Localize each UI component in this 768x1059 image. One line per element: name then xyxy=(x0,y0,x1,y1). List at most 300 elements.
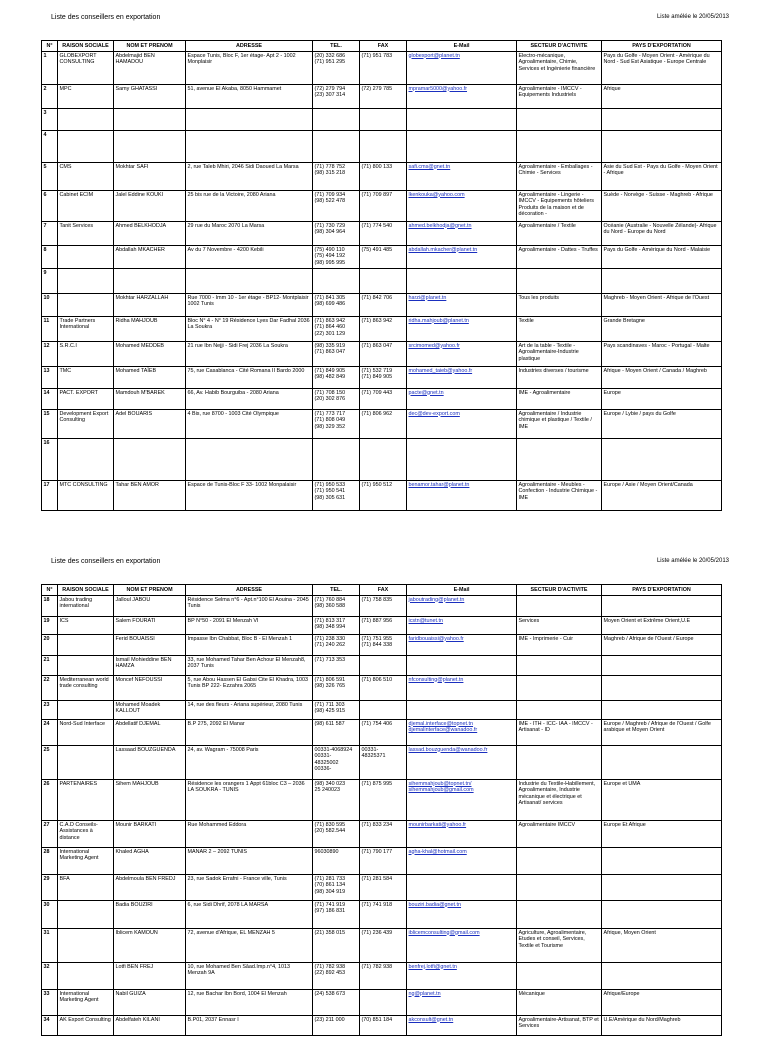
email-cell xyxy=(407,656,517,676)
tel-cell: (71) 713 353 xyxy=(313,656,360,676)
raison-sociale-cell xyxy=(58,131,114,163)
email-cell xyxy=(407,191,517,222)
col-raison-sociale-header: RAISON SOCIALE xyxy=(58,41,114,52)
fax-cell: (71) 790 177 xyxy=(360,848,407,875)
nom-prenom-cell: Mokhtar HARZALLAH xyxy=(114,294,186,317)
row-number: 27 xyxy=(42,821,58,848)
adresse-cell xyxy=(186,439,313,481)
pays-cell: Moyen Orient et Extrême Orient,U.E xyxy=(602,617,722,635)
raison-sociale-cell xyxy=(58,246,114,269)
email-link[interactable]: dec@dev-export.com xyxy=(408,410,460,417)
tel-cell: 00331-4068924 00331- 48325002 00336- xyxy=(313,746,360,780)
fax-cell: (71) 782 938 xyxy=(360,963,407,990)
pays-cell: Afrique - Moyen Orient / Canada / Maghreb xyxy=(602,367,722,389)
nom-prenom-cell: Mounir BARKATI xyxy=(114,821,186,848)
secteur-cell xyxy=(517,746,602,780)
row-number: 10 xyxy=(42,294,58,317)
secteur-cell: Services xyxy=(517,617,602,635)
pays-cell xyxy=(602,131,722,163)
table-row xyxy=(42,821,722,848)
row-number: 9 xyxy=(42,269,58,294)
adresse-cell: 6, rue Sidi Dhrif, 2078 LA MARSA xyxy=(186,901,313,929)
tel-cell: (20) 332 686 (71) 951 295 xyxy=(313,52,360,85)
secteur-cell: Agroalimentaire / Industrie chimique et plastique / Textile / IME xyxy=(517,410,602,439)
tel-cell: (71) 813 317 (98) 348 994 xyxy=(313,617,360,635)
adresse-cell xyxy=(186,109,313,131)
fax-cell: (70) 851 184 xyxy=(360,1016,407,1036)
pays-cell: Europe xyxy=(602,389,722,410)
sheet-1 xyxy=(41,40,721,515)
raison-sociale-cell xyxy=(58,439,114,481)
fax-cell xyxy=(360,131,407,163)
email-link[interactable]: abdallah.mkacher@planet.tn xyxy=(408,246,478,253)
email-link[interactable]: lassad.bouzguenda@wanadoo.fr xyxy=(408,746,488,753)
email-cell xyxy=(407,963,517,990)
fax-cell: (71) 532 719 (71) 849 905 xyxy=(360,367,407,389)
table-row xyxy=(42,222,722,246)
tel-cell: (24) 538 673 xyxy=(313,990,360,1016)
email-link[interactable]: ridha.mahjoub@planet.tn xyxy=(408,317,469,324)
fax-cell: (71) 863 942 xyxy=(360,317,407,342)
col-nom-prenom-header: NOM ET PRENOM xyxy=(114,41,186,52)
email-cell xyxy=(407,1016,517,1036)
secteur-cell: Industries diverses / tourisme xyxy=(517,367,602,389)
table-row xyxy=(42,317,722,342)
adresse-cell: Rue 7000 - Imm 10 - 1er étage - BP12- Montplaisir 1002 Tunis xyxy=(186,294,313,317)
adresse-cell: 75, rue Casablanca - Cité Romana II Bardo 2000 xyxy=(186,367,313,389)
table-row xyxy=(42,439,722,481)
nom-prenom-cell xyxy=(114,109,186,131)
adresse-cell: 29 rue du Maroc 2070 La Marsa xyxy=(186,222,313,246)
email-cell xyxy=(407,746,517,780)
email-link[interactable]: ahmed.belkhodja@gnet.tn xyxy=(408,222,472,229)
col-fax-header: FAX xyxy=(360,585,407,596)
page-header xyxy=(41,0,729,38)
email-cell xyxy=(407,596,517,617)
email-cell xyxy=(407,317,517,342)
pays-cell xyxy=(602,656,722,676)
fax-cell: (71) 709 897 xyxy=(360,191,407,222)
page-title: Liste des conseillers en exportation xyxy=(51,14,161,21)
table-row xyxy=(42,85,722,109)
adresse-cell: 12, rue Bachar Ibn Bord, 1004 El Menzah xyxy=(186,990,313,1016)
table-row xyxy=(42,617,722,635)
row-number: 33 xyxy=(42,990,58,1016)
raison-sociale-cell: Cabinet ECIM xyxy=(58,191,114,222)
adresse-cell: BP N°50 - 2091 El Menzah VI xyxy=(186,617,313,635)
col-tel-header: TEL. xyxy=(313,41,360,52)
pays-cell: Afrique xyxy=(602,85,722,109)
page-2 xyxy=(41,544,729,1030)
raison-sociale-cell: Mediterranean world trade consulting xyxy=(58,676,114,701)
tel-cell: (21) 358 015 xyxy=(313,929,360,963)
tel-cell: (72) 279 794 (23) 307 314 xyxy=(313,85,360,109)
col-raison-sociale-header: RAISON SOCIALE xyxy=(58,585,114,596)
raison-sociale-cell xyxy=(58,294,114,317)
pays-cell: Maghreb - Moyen Orient - Afrique de l'Ouest xyxy=(602,294,722,317)
fax-cell xyxy=(360,990,407,1016)
secteur-cell xyxy=(517,901,602,929)
row-number: 14 xyxy=(42,389,58,410)
raison-sociale-cell: Nord-Sud Interface xyxy=(58,720,114,746)
email-cell xyxy=(407,131,517,163)
fax-cell: (71) 875 995 xyxy=(360,780,407,821)
secteur-cell xyxy=(517,439,602,481)
raison-sociale-cell: AK Export Consulting xyxy=(58,1016,114,1036)
secteur-cell xyxy=(517,131,602,163)
nom-prenom-cell: Abdelmajid BEN HAMADOU xyxy=(114,52,186,85)
col-fax-header: FAX xyxy=(360,41,407,52)
adresse-cell: Bloc N° 4 - N° 19 Résidence Lyes Dar Fadhal 2036 La Soukra xyxy=(186,317,313,342)
raison-sociale-cell xyxy=(58,269,114,294)
table-row xyxy=(42,410,722,439)
email-cell xyxy=(407,701,517,720)
fax-cell: (72) 279 785 xyxy=(360,85,407,109)
nom-prenom-cell: Ferid BOUAISSI xyxy=(114,635,186,656)
fax-cell: (71) 806 962 xyxy=(360,410,407,439)
email-link[interactable]: akconsult@gnet.tn xyxy=(408,1016,454,1023)
email-cell xyxy=(407,635,517,656)
raison-sociale-cell: PACT. EXPORT xyxy=(58,389,114,410)
email-cell xyxy=(407,848,517,875)
tel-cell: (71) 950 533 (71) 950 541 (98) 305 631 xyxy=(313,481,360,511)
email-link[interactable]: safi.cms@gnet.tn xyxy=(408,163,451,170)
nom-prenom-cell: Nabil GUIZA xyxy=(114,990,186,1016)
tel-cell: (98) 340 023 25 240023 xyxy=(313,780,360,821)
adresse-cell: 51, avenue El Akaba, 8050 Hammamet xyxy=(186,85,313,109)
email-cell xyxy=(407,163,517,191)
row-number: 21 xyxy=(42,656,58,676)
col-secteur-header: SECTEUR D'ACTIVITE xyxy=(517,41,602,52)
update-date: Liste amélée le 20/05/2013 xyxy=(656,14,729,20)
secteur-cell xyxy=(517,109,602,131)
pays-cell: Maghreb / Afrique de l'Ouest / Europe xyxy=(602,635,722,656)
nom-prenom-cell: Abdelfateh KILANI xyxy=(114,1016,186,1036)
raison-sociale-cell xyxy=(58,901,114,929)
secteur-cell: Agroalimentaire / Textile xyxy=(517,222,602,246)
nom-prenom-cell xyxy=(114,131,186,163)
email-cell xyxy=(407,481,517,511)
fax-cell: (71) 751 955 (71) 844 338 xyxy=(360,635,407,656)
table-row xyxy=(42,191,722,222)
row-number: 12 xyxy=(42,342,58,367)
tel-cell: (71) 708 150 (20) 302 876 xyxy=(313,389,360,410)
email-link[interactable]: jaboutrading@planet.tn xyxy=(408,596,465,603)
adresse-cell: B.P01, 2037 Ennasr I xyxy=(186,1016,313,1036)
fax-cell xyxy=(360,269,407,294)
nom-prenom-cell: Khaled AGHA xyxy=(114,848,186,875)
secteur-cell xyxy=(517,848,602,875)
table-row xyxy=(42,269,722,294)
raison-sociale-cell: Trade Partners International xyxy=(58,317,114,342)
email-link[interactable]: globexport@planet.tn xyxy=(408,52,460,59)
email-link[interactable]: benfrej.lotfi@gnet.tn xyxy=(408,963,457,970)
email-link[interactable]: benamor.tahar@planet.tn xyxy=(408,481,470,488)
email-link[interactable]: djemalinterface@wanadoo.fr xyxy=(408,727,478,734)
table-row xyxy=(42,481,722,511)
pays-cell xyxy=(602,109,722,131)
nom-prenom-cell: Moncef NEFOUSSI xyxy=(114,676,186,701)
secteur-cell: Electro-mécanique, Agroalimentaire, Chimie, Services et Ingénierie financière xyxy=(517,52,602,85)
nom-prenom-cell: Ahmed BELKHODJA xyxy=(114,222,186,246)
row-number: 3 xyxy=(42,109,58,131)
row-number: 30 xyxy=(42,901,58,929)
pays-cell: Pays scandinaves - Maroc - Portugal - Malte xyxy=(602,342,722,367)
nom-prenom-cell: Salem FOURATI xyxy=(114,617,186,635)
table-row xyxy=(42,720,722,746)
fax-cell: (71) 236 439 xyxy=(360,929,407,963)
secteur-cell: Tous les produits xyxy=(517,294,602,317)
email-link[interactable]: mpramar5000@yahoo.fr xyxy=(408,85,468,92)
tel-cell: (71) 730 729 (98) 304 964 xyxy=(313,222,360,246)
sheet-2 xyxy=(41,584,721,1059)
tel-cell: (71) 709 934 (98) 522 478 xyxy=(313,191,360,222)
pays-cell xyxy=(602,269,722,294)
email-cell xyxy=(407,367,517,389)
tel-cell: (71) 806 591 (98) 326 765 xyxy=(313,676,360,701)
table-row xyxy=(42,163,722,191)
row-number: 8 xyxy=(42,246,58,269)
tel-cell: (98) 611 587 xyxy=(313,720,360,746)
email-link[interactable]: harzi@planet.tn xyxy=(408,294,447,301)
fax-cell: (71) 842 706 xyxy=(360,294,407,317)
email-cell xyxy=(407,410,517,439)
col-pays-header: PAYS D'EXPORTATION xyxy=(602,41,722,52)
tel-cell xyxy=(313,109,360,131)
email-cell xyxy=(407,990,517,1016)
email-link[interactable]: iblicemconsulting@gmail.com xyxy=(408,929,480,936)
pays-cell: Suède - Norvège - Suisse - Maghreb - Afrique xyxy=(602,191,722,222)
table-header-row xyxy=(42,585,722,596)
email-cell xyxy=(407,821,517,848)
col-email-header: E-Mail xyxy=(407,41,517,52)
secteur-cell: Agroalimentaire IMCCV xyxy=(517,821,602,848)
email-cell xyxy=(407,52,517,85)
row-number: 29 xyxy=(42,875,58,901)
pays-cell xyxy=(602,963,722,990)
secteur-cell xyxy=(517,269,602,294)
adresse-cell: Résidence les orangers 1 Appt 61bloc C3 – 2036 LA SOUKRA - TUNIS xyxy=(186,780,313,821)
raison-sociale-cell xyxy=(58,656,114,676)
table-header-row xyxy=(42,41,722,52)
email-link[interactable]: nfconsulting@planet.tn xyxy=(408,676,464,683)
email-cell xyxy=(407,929,517,963)
col-adresse-header: ADRESSE xyxy=(186,41,313,52)
adresse-cell: 25 bis rue de la Victoire, 2080 Ariana xyxy=(186,191,313,222)
email-link[interactable]: srcimomed@yahoo.fr xyxy=(408,342,460,349)
pays-cell: U.E/Amérique du Nord/Maghreb xyxy=(602,1016,722,1036)
email-cell xyxy=(407,389,517,410)
row-number: 15 xyxy=(42,410,58,439)
table-row xyxy=(42,848,722,875)
tel-cell xyxy=(313,439,360,481)
row-number: 16 xyxy=(42,439,58,481)
email-link[interactable]: lkenkouka@yahoo.com xyxy=(408,191,465,198)
col-adresse-header: ADRESSE xyxy=(186,585,313,596)
nom-prenom-cell: Mohamed TAÏEB xyxy=(114,367,186,389)
table-row xyxy=(42,746,722,780)
row-number: 7 xyxy=(42,222,58,246)
tel-cell: (71) 830 595 (20) 582.544 xyxy=(313,821,360,848)
secteur-cell xyxy=(517,656,602,676)
pays-cell: Europe / Maghreb / Afrique de l'Ouest / Golfe arabique et Moyen Orient xyxy=(602,720,722,746)
fax-cell xyxy=(360,656,407,676)
fax-cell: 00331- 48325371 xyxy=(360,746,407,780)
adresse-cell xyxy=(186,131,313,163)
secteur-cell: IME - ITH - ICC- IAA - IMCCV - Artisanat - ID xyxy=(517,720,602,746)
raison-sociale-cell: ICS xyxy=(58,617,114,635)
nom-prenom-cell: Samy GHATASSI xyxy=(114,85,186,109)
tel-cell: (98) 335 919 (71) 863 047 xyxy=(313,342,360,367)
raison-sociale-cell: Tanit Services xyxy=(58,222,114,246)
raison-sociale-cell: MTC CONSULTING xyxy=(58,481,114,511)
raison-sociale-cell: International Marketing Agent xyxy=(58,848,114,875)
raison-sociale-cell xyxy=(58,746,114,780)
adresse-cell: 21 rue Ibn Nejji - Sidi Frej 2036 La Soukra xyxy=(186,342,313,367)
fax-cell: (71) 887 956 xyxy=(360,617,407,635)
email-link[interactable]: sihemmahjoub@topnet.tn/ xyxy=(408,780,472,787)
nom-prenom-cell: Mokhtar SAFI xyxy=(114,163,186,191)
conseillers-table xyxy=(41,584,722,1036)
col-nom-prenom-header: NOM ET PRENOM xyxy=(114,585,186,596)
secteur-cell: Agroalimentaire - Lingerie - IMCCV - Equipements hôteliers Produits de la maison et de décoration - xyxy=(517,191,602,222)
row-number: 18 xyxy=(42,596,58,617)
fax-cell: (75) 491 485 xyxy=(360,246,407,269)
nom-prenom-cell: Ismail Mohieddine BEN HAMZA xyxy=(114,656,186,676)
table-row xyxy=(42,52,722,85)
email-link[interactable]: bouziri.badia@gnet.tn xyxy=(408,901,462,908)
email-link[interactable]: faridbouaissi@yahoo.fr xyxy=(408,635,464,642)
secteur-cell: Agroalimentaire - IMCCV - Equipements Industriels xyxy=(517,85,602,109)
fax-cell: (71) 950 512 xyxy=(360,481,407,511)
nom-prenom-cell: Jalel Eddine KOUKI xyxy=(114,191,186,222)
pays-cell: Europe / Asie / Moyen Orient/Canada xyxy=(602,481,722,511)
raison-sociale-cell: MPC xyxy=(58,85,114,109)
tel-cell: (71) 863 942 (71) 864 460 (22) 301 129 xyxy=(313,317,360,342)
row-number: 1 xyxy=(42,52,58,85)
tel-cell: (71) 849 905 (98) 482 849 xyxy=(313,367,360,389)
email-cell xyxy=(407,439,517,481)
raison-sociale-cell: Development Export Consulting xyxy=(58,410,114,439)
nom-prenom-cell: Lassaad BOUZGUENDA xyxy=(114,746,186,780)
fax-cell: (71) 774 540 xyxy=(360,222,407,246)
fax-cell: (71) 758 835 xyxy=(360,596,407,617)
conseillers-table xyxy=(41,40,722,511)
row-number: 2 xyxy=(42,85,58,109)
pays-cell: Grande Bretagne xyxy=(602,317,722,342)
tel-cell xyxy=(313,269,360,294)
email-link[interactable]: mounirbarkati@yahoo.fr xyxy=(408,821,467,828)
row-number: 6 xyxy=(42,191,58,222)
pays-cell xyxy=(602,901,722,929)
adresse-cell: 10, rue Mohamed Ben Sâad.Imp.n°4, 1013 Menzah 9A xyxy=(186,963,313,990)
email-cell xyxy=(407,901,517,929)
col-secteur-header: SECTEUR D'ACTIVITE xyxy=(517,585,602,596)
pays-cell: Europe et UMA xyxy=(602,780,722,821)
table-row xyxy=(42,875,722,901)
adresse-cell: Av du 7 Novembre - 4200 Kebili xyxy=(186,246,313,269)
tel-cell: (23) 211 000 xyxy=(313,1016,360,1036)
table-row xyxy=(42,389,722,410)
email-link[interactable]: djemal.interface@topnet.tn xyxy=(408,720,474,727)
raison-sociale-cell xyxy=(58,929,114,963)
nom-prenom-cell: Iblicem KAMOUN xyxy=(114,929,186,963)
pays-cell xyxy=(602,596,722,617)
adresse-cell: 72, avenue d'Afrique, EL MENZAH 5 xyxy=(186,929,313,963)
table-row xyxy=(42,701,722,720)
row-number: 32 xyxy=(42,963,58,990)
raison-sociale-cell xyxy=(58,701,114,720)
nom-prenom-cell: Badia BOUZIRI xyxy=(114,901,186,929)
table-row xyxy=(42,676,722,701)
tel-cell: (71) 778 752 (98) 315 218 xyxy=(313,163,360,191)
nom-prenom-cell: Jalloul JABOU xyxy=(114,596,186,617)
email-cell xyxy=(407,85,517,109)
pays-cell: Afrique, Moyen Orient xyxy=(602,929,722,963)
table-row xyxy=(42,342,722,367)
fax-cell: (71) 833 234 xyxy=(360,821,407,848)
email-link[interactable]: icstn@tunet.tn xyxy=(408,617,444,624)
email-cell xyxy=(407,720,517,746)
pays-cell xyxy=(602,676,722,701)
secteur-cell: Mécanique xyxy=(517,990,602,1016)
raison-sociale-cell xyxy=(58,109,114,131)
secteur-cell: Agroalimentaire-Artisanat, BTP et Services xyxy=(517,1016,602,1036)
nom-prenom-cell: Sihem MAHJOUB xyxy=(114,780,186,821)
secteur-cell: IME - Agroalimentaire xyxy=(517,389,602,410)
raison-sociale-cell: PARTENAIRES xyxy=(58,780,114,821)
email-link[interactable]: pacte@gnet.tn xyxy=(408,389,444,396)
col-email-header: E-Mail xyxy=(407,585,517,596)
email-link[interactable]: agha-khal@hotmail.com xyxy=(408,848,467,855)
nom-prenom-cell: Adel BOUARIS xyxy=(114,410,186,439)
nom-prenom-cell: Lotfi BEN FREJ xyxy=(114,963,186,990)
nom-prenom-cell: Mohamed MEDDEB xyxy=(114,342,186,367)
nom-prenom-cell: Mohamed Moadek KALLOUT xyxy=(114,701,186,720)
email-cell xyxy=(407,342,517,367)
email-cell xyxy=(407,875,517,901)
pays-cell: Europe / Lybie / pays du Golfe xyxy=(602,410,722,439)
adresse-cell: 2, rue Taleb Mhiri, 2046 Sidi Daoued La Marsa xyxy=(186,163,313,191)
pays-cell: Afrique/Europe xyxy=(602,990,722,1016)
fax-cell: (71) 863 047 xyxy=(360,342,407,367)
fax-cell: (71) 800 133 xyxy=(360,163,407,191)
tel-cell: (71) 281 733 (70) 861 134 (98) 304 919 xyxy=(313,875,360,901)
col-num-header: N° xyxy=(42,585,58,596)
email-cell xyxy=(407,294,517,317)
update-date: Liste amélée le 20/05/2013 xyxy=(656,558,729,564)
nom-prenom-cell: Abdellatif DJEMAL xyxy=(114,720,186,746)
fax-cell: (71) 281 584 xyxy=(360,875,407,901)
secteur-cell: Art de la table - Textile - Agroalimentaire-Industrie plastique xyxy=(517,342,602,367)
raison-sociale-cell: C.A.D Conseils-Assistances à distance xyxy=(58,821,114,848)
fax-cell: (71) 951 783 xyxy=(360,52,407,85)
email-link[interactable]: ng@planet.tn xyxy=(408,990,441,997)
secteur-cell: Agroalimentaire - Emballages - Chimie - Services xyxy=(517,163,602,191)
row-number: 4 xyxy=(42,131,58,163)
email-link[interactable]: mohamed_taieb@yahoo.fr xyxy=(408,367,473,374)
email-link[interactable]: sihemmahjoub@gmail.com xyxy=(408,787,474,794)
table-row xyxy=(42,1016,722,1036)
pays-cell xyxy=(602,701,722,720)
secteur-cell: IME - Imprimerie - Cuir xyxy=(517,635,602,656)
tel-cell xyxy=(313,131,360,163)
email-cell xyxy=(407,617,517,635)
secteur-cell xyxy=(517,701,602,720)
pays-cell xyxy=(602,848,722,875)
table-row xyxy=(42,246,722,269)
tel-cell: (71) 711 303 (98) 425 915 xyxy=(313,701,360,720)
